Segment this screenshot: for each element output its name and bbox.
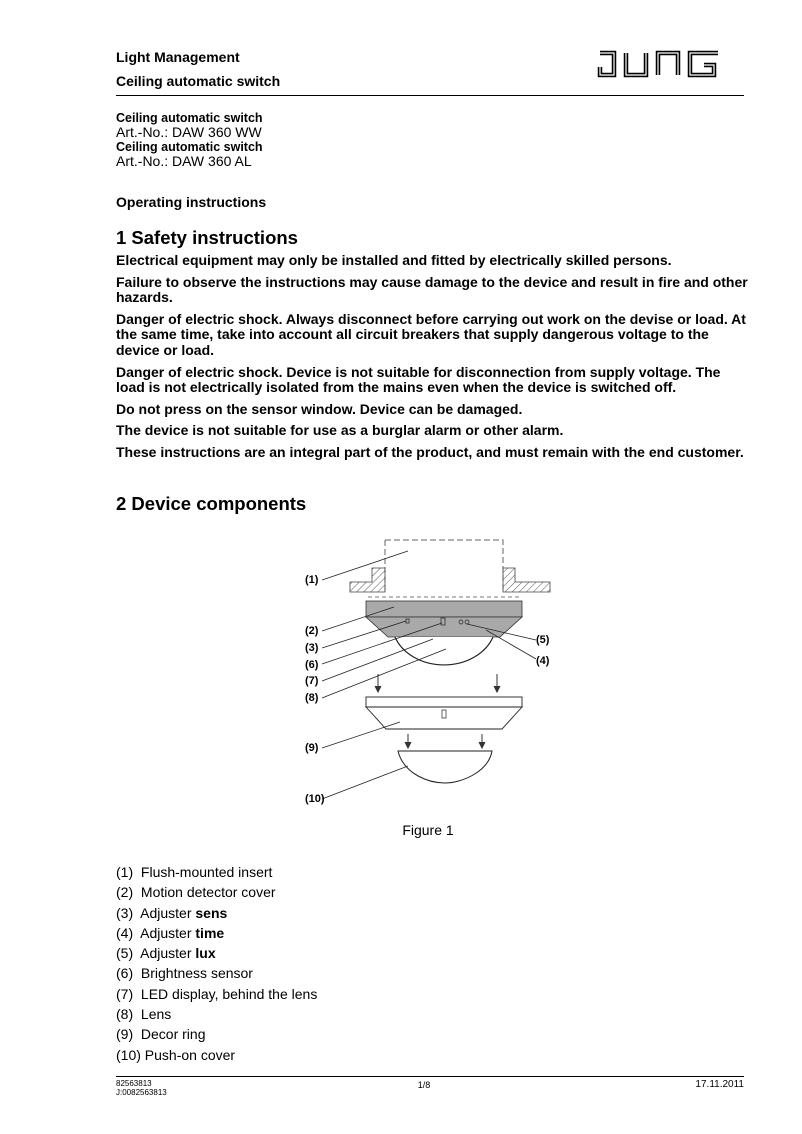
figure-label: (2) (305, 625, 319, 637)
ceiling-section (350, 568, 550, 592)
push-on-cover (398, 751, 492, 783)
list-item (116, 965, 317, 985)
item-number: (9) (116, 1026, 134, 1043)
item-number: (1) (116, 864, 134, 880)
safety-paragraph: Electrical equipment may only be installed and fitted by electrically skilled persons. (116, 252, 672, 268)
list-item (116, 1026, 317, 1046)
safety-paragraph: Do not press on the sensor window. Device can be damaged. (116, 400, 523, 417)
header-divider (116, 95, 744, 96)
lens (395, 637, 493, 665)
item-number: (8) (116, 1006, 134, 1023)
figure-label: (4) (536, 655, 550, 667)
item-bold: time (195, 924, 225, 941)
item-bold: sens (195, 904, 228, 921)
figure-label: (5) (536, 634, 550, 646)
list-item (116, 1047, 317, 1067)
item-text: Decor ring (140, 1026, 206, 1043)
list-item (116, 1006, 317, 1026)
item-number: (6) (116, 965, 134, 982)
item-text: Flush-mounted insert (140, 864, 273, 880)
safety-section (116, 253, 748, 467)
flush-mounted-insert (385, 540, 503, 592)
operating-instructions-title: Operating instructions (116, 194, 267, 210)
list-item (116, 986, 317, 1006)
safety-paragraph: Failure to observe the instructions may cause damage to the device and result in fire and other hazards. (116, 273, 748, 306)
footer-divider (116, 1076, 744, 1077)
article-number: Art.-No.: DAW 360 WW (116, 124, 262, 140)
components-heading: 2 Device components (116, 493, 307, 514)
figure-label: (1) (305, 574, 319, 586)
list-item (116, 945, 317, 965)
article-block (116, 111, 748, 169)
safety-paragraph: These instructions are an integral part of the product, and must remain with the end customer. (116, 443, 744, 460)
safety-heading-block (116, 227, 748, 249)
item-number: (3) (116, 904, 134, 921)
figure-label: (8) (305, 692, 319, 704)
item-text: Push-on cover (144, 1046, 236, 1063)
component-list (116, 864, 317, 1067)
item-bold: lux (195, 945, 216, 962)
item-text: Lens (140, 1006, 172, 1023)
item-text: Motion detector cover (140, 884, 276, 901)
article-number: Art.-No.: DAW 360 AL (116, 153, 252, 169)
decor-ring (366, 697, 522, 729)
safety-paragraph: Danger of electric shock. Always disconnect before carrying out work on the devise or load. At the same time, take into account all circuit breakers that supply dangerous voltage to the device or load. (116, 310, 746, 358)
page-number: 1/8 (417, 1080, 431, 1090)
header-title: Light Management (116, 49, 240, 65)
figure-label: (7) (305, 675, 319, 687)
item-number: (7) (116, 985, 134, 1002)
list-item (116, 905, 317, 925)
item-number: (10) (116, 1046, 141, 1063)
figure-label: (6) (305, 659, 319, 671)
safety-paragraph: Danger of electric shock. Device is not suitable for disconnection from supply voltage. The load is not electrically isolated from the mains even when the device is switched off. (116, 363, 721, 396)
list-item (116, 925, 317, 945)
item-text: Adjuster (140, 924, 192, 941)
jung-logo (596, 48, 746, 82)
item-text: LED display, behind the lens (140, 985, 318, 1002)
item-number: (4) (116, 924, 134, 941)
article-name: Ceiling automatic switch (116, 111, 263, 125)
figure-label: (9) (305, 742, 319, 754)
footer-code: 82563813 (116, 1079, 152, 1088)
list-item (116, 884, 317, 904)
item-text: Adjuster (140, 945, 192, 962)
safety-heading: 1 Safety instructions (116, 227, 298, 248)
item-text: Adjuster (140, 904, 192, 921)
item-text: Brightness sensor (140, 965, 253, 982)
item-number: (2) (116, 884, 134, 901)
footer-date: 17.11.2011 (695, 1079, 744, 1090)
footer-code: J:0082563813 (116, 1088, 167, 1097)
figure-label: (3) (305, 642, 319, 654)
safety-paragraph: The device is not suitable for use as a burglar alarm or other alarm. (116, 422, 564, 439)
device-figure (300, 535, 560, 810)
item-number: (5) (116, 945, 134, 962)
components-heading-block (116, 493, 748, 515)
list-item (116, 864, 317, 884)
article-name: Ceiling automatic switch (116, 140, 263, 154)
header-subtitle: Ceiling automatic switch (116, 73, 281, 89)
footer-codes (116, 1079, 167, 1097)
figure-caption: Figure 1 (402, 822, 454, 838)
figure-label: (10) (305, 793, 325, 805)
